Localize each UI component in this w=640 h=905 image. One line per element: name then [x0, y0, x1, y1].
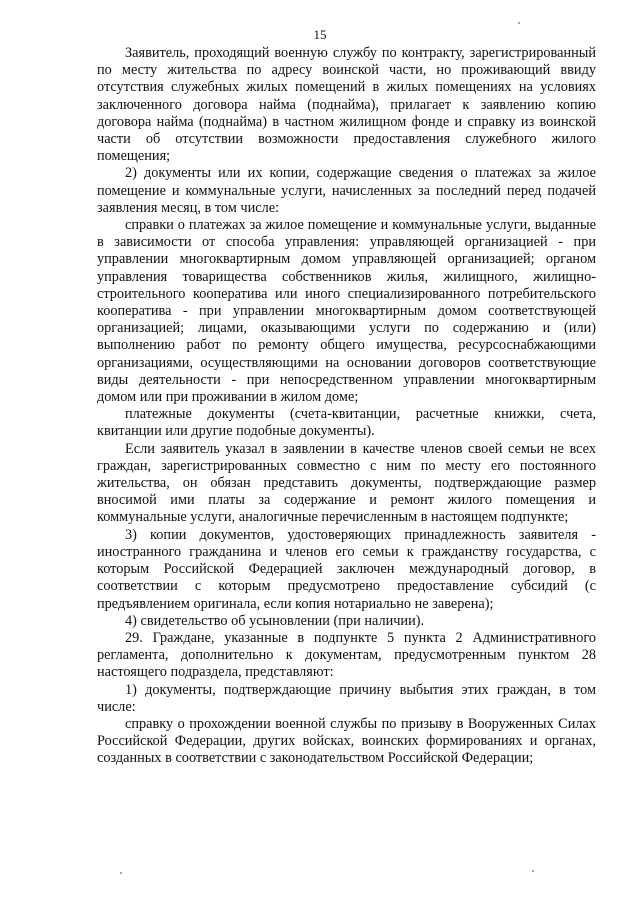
- paragraph-clause-29: 29. Граждане, указанные в подпункте 5 пункта 2 Административного регламента, дополнительно к документам, предусмотренным пунктом 28 настоящего подраздела, представляют:: [97, 629, 596, 681]
- paragraph-payment-documents: 2) документы или их копии, содержащие сведения о платежах за жилое помещение и коммунальные услуги, начисленных за последний перед подачей заявления месяц, в том числе:: [97, 165, 596, 216]
- paragraph-billing-documents: платежные документы (счета-квитанции, расчетные книжки, счета, квитанции или другие подобные документы).: [97, 406, 596, 440]
- paragraph-applicant-military: Заявитель, проходящий военную службу по контракту, зарегистрированный по месту жительства по адресу воинской части, но проживающий ввиду отсутствия служебных жилых помещений в жилых помещениях на условиях заключенного договора найма (поднайма), прилагает к заявлению копию договора найма (поднайма) в частном жилищном фонде и справку из воинской части об отсутствии возможности предоставления служебного жилого помещения;: [97, 45, 596, 165]
- scan-speck: [532, 870, 534, 872]
- document-body: [97, 45, 596, 768]
- paragraph-adoption-certificate: 4) свидетельство об усыновлении (при наличии).: [125, 612, 425, 629]
- paragraph-citizenship-documents: 3) копии документов, удостоверяющих принадлежность заявителя - иностранного гражданина и членов его семьи к гражданству государства, с которым Российской Федерацией заключен международный договор, в соответствии с которым предусмотрено предоставление субсидий (с предъявлением оригинала, если копия нотариально не заверена);: [97, 526, 596, 612]
- paragraph-military-service-certificate: справку о прохождении военной службы по призыву в Вооруженных Силах Российской Федерации, других войсках, воинских формированиях и органах, созданных в соответствии с законодательством Российской Федерации;: [97, 715, 596, 767]
- scan-speck: [518, 22, 520, 24]
- paragraph-payment-certificates: справки о платежах за жилое помещение и коммунальные услуги, выданные в зависимости от способа управления: управляющей организацией - при управлении многоквартирным домом управляющей организацией; органом управления товарищества собственников жилья, жилищного, жилищно-строительного кооператива или иного специализированного потребительского кооператива - при управлении многоквартирным домом соответствующей организацией; лицами, оказывающими услуги по содержанию и (или) выполнению работ по ремонту общего имущества, ресурсоснабжающими организациями, осуществляющими на основании договоров соответствующие виды деятельности - при непосредственном управлении многоквартирным домом или при проживании в жилом доме;: [97, 217, 596, 406]
- paragraph-departure-reason: 1) документы, подтверждающие причину выбытия этих граждан, в том числе:: [97, 681, 596, 715]
- page-number: 15: [313, 27, 327, 42]
- paragraph-family-members: Если заявитель указал в заявлении в качестве членов своей семьи не всех граждан, зарегистрированных совместно с ним по месту его постоянного жительства, он обязан представить документы, подтверждающие размер вносимой ими платы за содержание и ремонт жилого помещения и коммунальные услуги, аналогичные перечисленным в настоящем подпункте;: [97, 440, 596, 526]
- scan-speck: [120, 872, 122, 874]
